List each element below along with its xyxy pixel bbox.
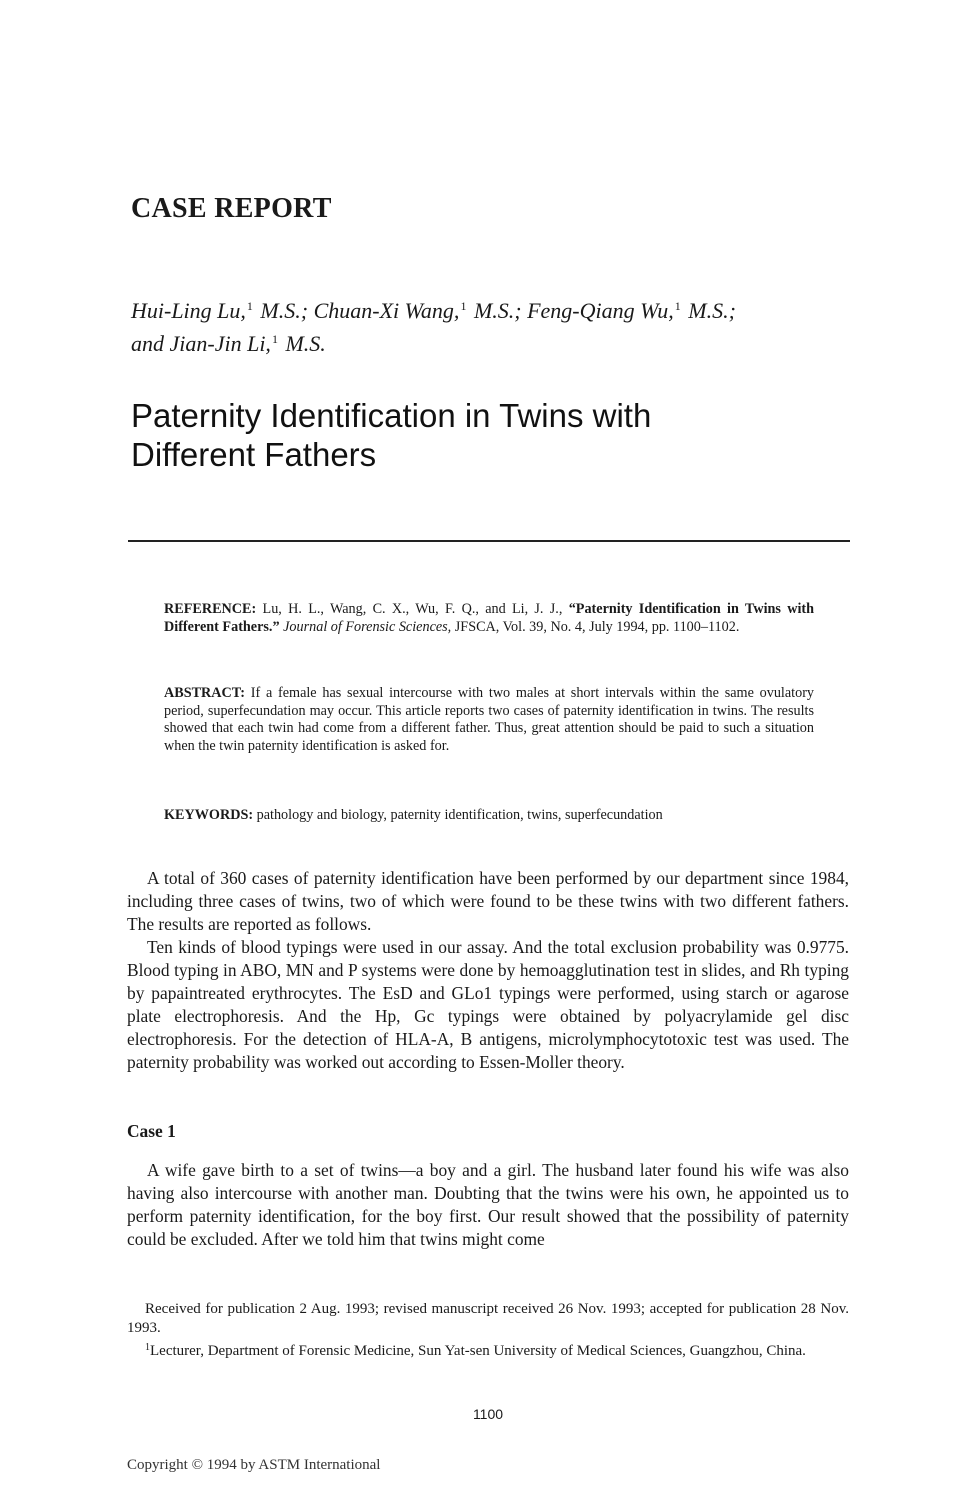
section-heading-case-1: Case 1	[127, 1121, 176, 1141]
title-divider	[128, 540, 850, 542]
footnote-received: Received for publication 2 Aug. 1993; revised manuscript received 26 Nov. 1993; accepted for publication 28 Nov. 1993.	[127, 1301, 849, 1336]
abstract-label: ABSTRACT:	[164, 685, 245, 701]
reference-article-title: “Paternity Identification in Twins with Different Fathers.”	[164, 601, 815, 635]
article-title	[131, 396, 851, 474]
reference-journal: Journal of Forensic Sciences,	[283, 618, 452, 635]
body-paragraph: A total of 360 cases of paternity identification have been performed by our department since 1984, including three cases of twins, two of which were found to be these twins with two different fathers. The results are reported as follows.	[127, 868, 849, 934]
reference-authors: Lu, H. L., Wang, C. X., Wu, F. Q., and Li, J. J.,	[262, 601, 563, 617]
author-affiliation-mark: 1	[246, 299, 253, 313]
title-line-1: Paternity Identification in Twins with	[131, 397, 652, 434]
reference-details: JFSCA, Vol. 39, No. 4, July 1994, pp. 1100–1102.	[454, 618, 740, 635]
author-degree: M.S.;	[260, 298, 309, 323]
page-number: 1100	[472, 1406, 504, 1422]
author-degree: M.S.;	[473, 298, 522, 323]
author-affiliation-mark: 1	[460, 299, 467, 313]
keywords-text: pathology and biology, paternity identification, twins, superfecundation	[256, 807, 663, 823]
keywords-label: KEYWORDS:	[164, 807, 254, 823]
reference-label: REFERENCE:	[164, 601, 257, 617]
title-line-2: Different Fathers	[131, 436, 377, 473]
author-name: and Jian-Jin Li,	[131, 331, 271, 356]
footnote-mark: 1	[145, 1342, 150, 1353]
author-degree: M.S.;	[688, 298, 736, 323]
author-degree: M.S.	[285, 331, 326, 356]
author-affiliation-mark: 1	[674, 299, 681, 313]
footnote-affiliation	[127, 1338, 849, 1361]
introduction	[127, 867, 849, 1074]
footnotes	[127, 1300, 849, 1361]
case-1-text	[127, 1159, 849, 1251]
copyright-notice: Copyright © 1994 by ASTM International	[127, 1457, 381, 1473]
author-list	[131, 292, 851, 358]
abstract-block	[164, 685, 814, 755]
body-paragraph: Ten kinds of blood typings were used in our assay. And the total exclusion probability was 0.9775. Blood typing in ABO, MN and P systems were done by hemoagglutination test in slides, and Rh typing by papaintreated erythrocytes. The EsD and GLo1 typings were performed, using starch or agarose plate electrophoresis. And the Hp, Gc typings were obtained by polyacrylamide gel disc electrophoresis. For the detection of HLA-A, B antigens, microlymphocytotoxic test was used. The paternity probability was worked out according to Essen-Moller theory.	[127, 937, 849, 1072]
reference-block	[164, 601, 814, 636]
abstract-text: If a female has sexual intercourse with two males at short intervals within the same ovulatory period, superfecundation may occur. This article reports two cases of paternity identification in twins. The results showed that each twin had come from a different father. Thus, great attention should be paid to such a situation when the twin paternity identification is asked for.	[164, 685, 815, 754]
body-paragraph: A wife gave birth to a set of twins—a boy and a girl. The husband later found his wife was also having also intercourse with another man. Doubting that the twins were his own, he appointed us to perform paternity identification, for the boy first. Our result showed that the possibility of paternity could be excluded. After we told him that twins might come	[127, 1160, 849, 1249]
author-name: Feng-Qiang Wu,	[527, 298, 674, 323]
section-label: CASE REPORT	[131, 193, 332, 224]
footnote-affiliation-text: Lecturer, Department of Forensic Medicine, Sun Yat-sen University of Medical Sciences, Guangzhou, China.	[150, 1343, 806, 1359]
keywords-block	[164, 807, 814, 825]
author-affiliation-mark: 1	[271, 332, 278, 346]
author-name: Hui-Ling Lu,	[131, 298, 246, 323]
author-name: Chuan-Xi Wang,	[313, 298, 460, 323]
